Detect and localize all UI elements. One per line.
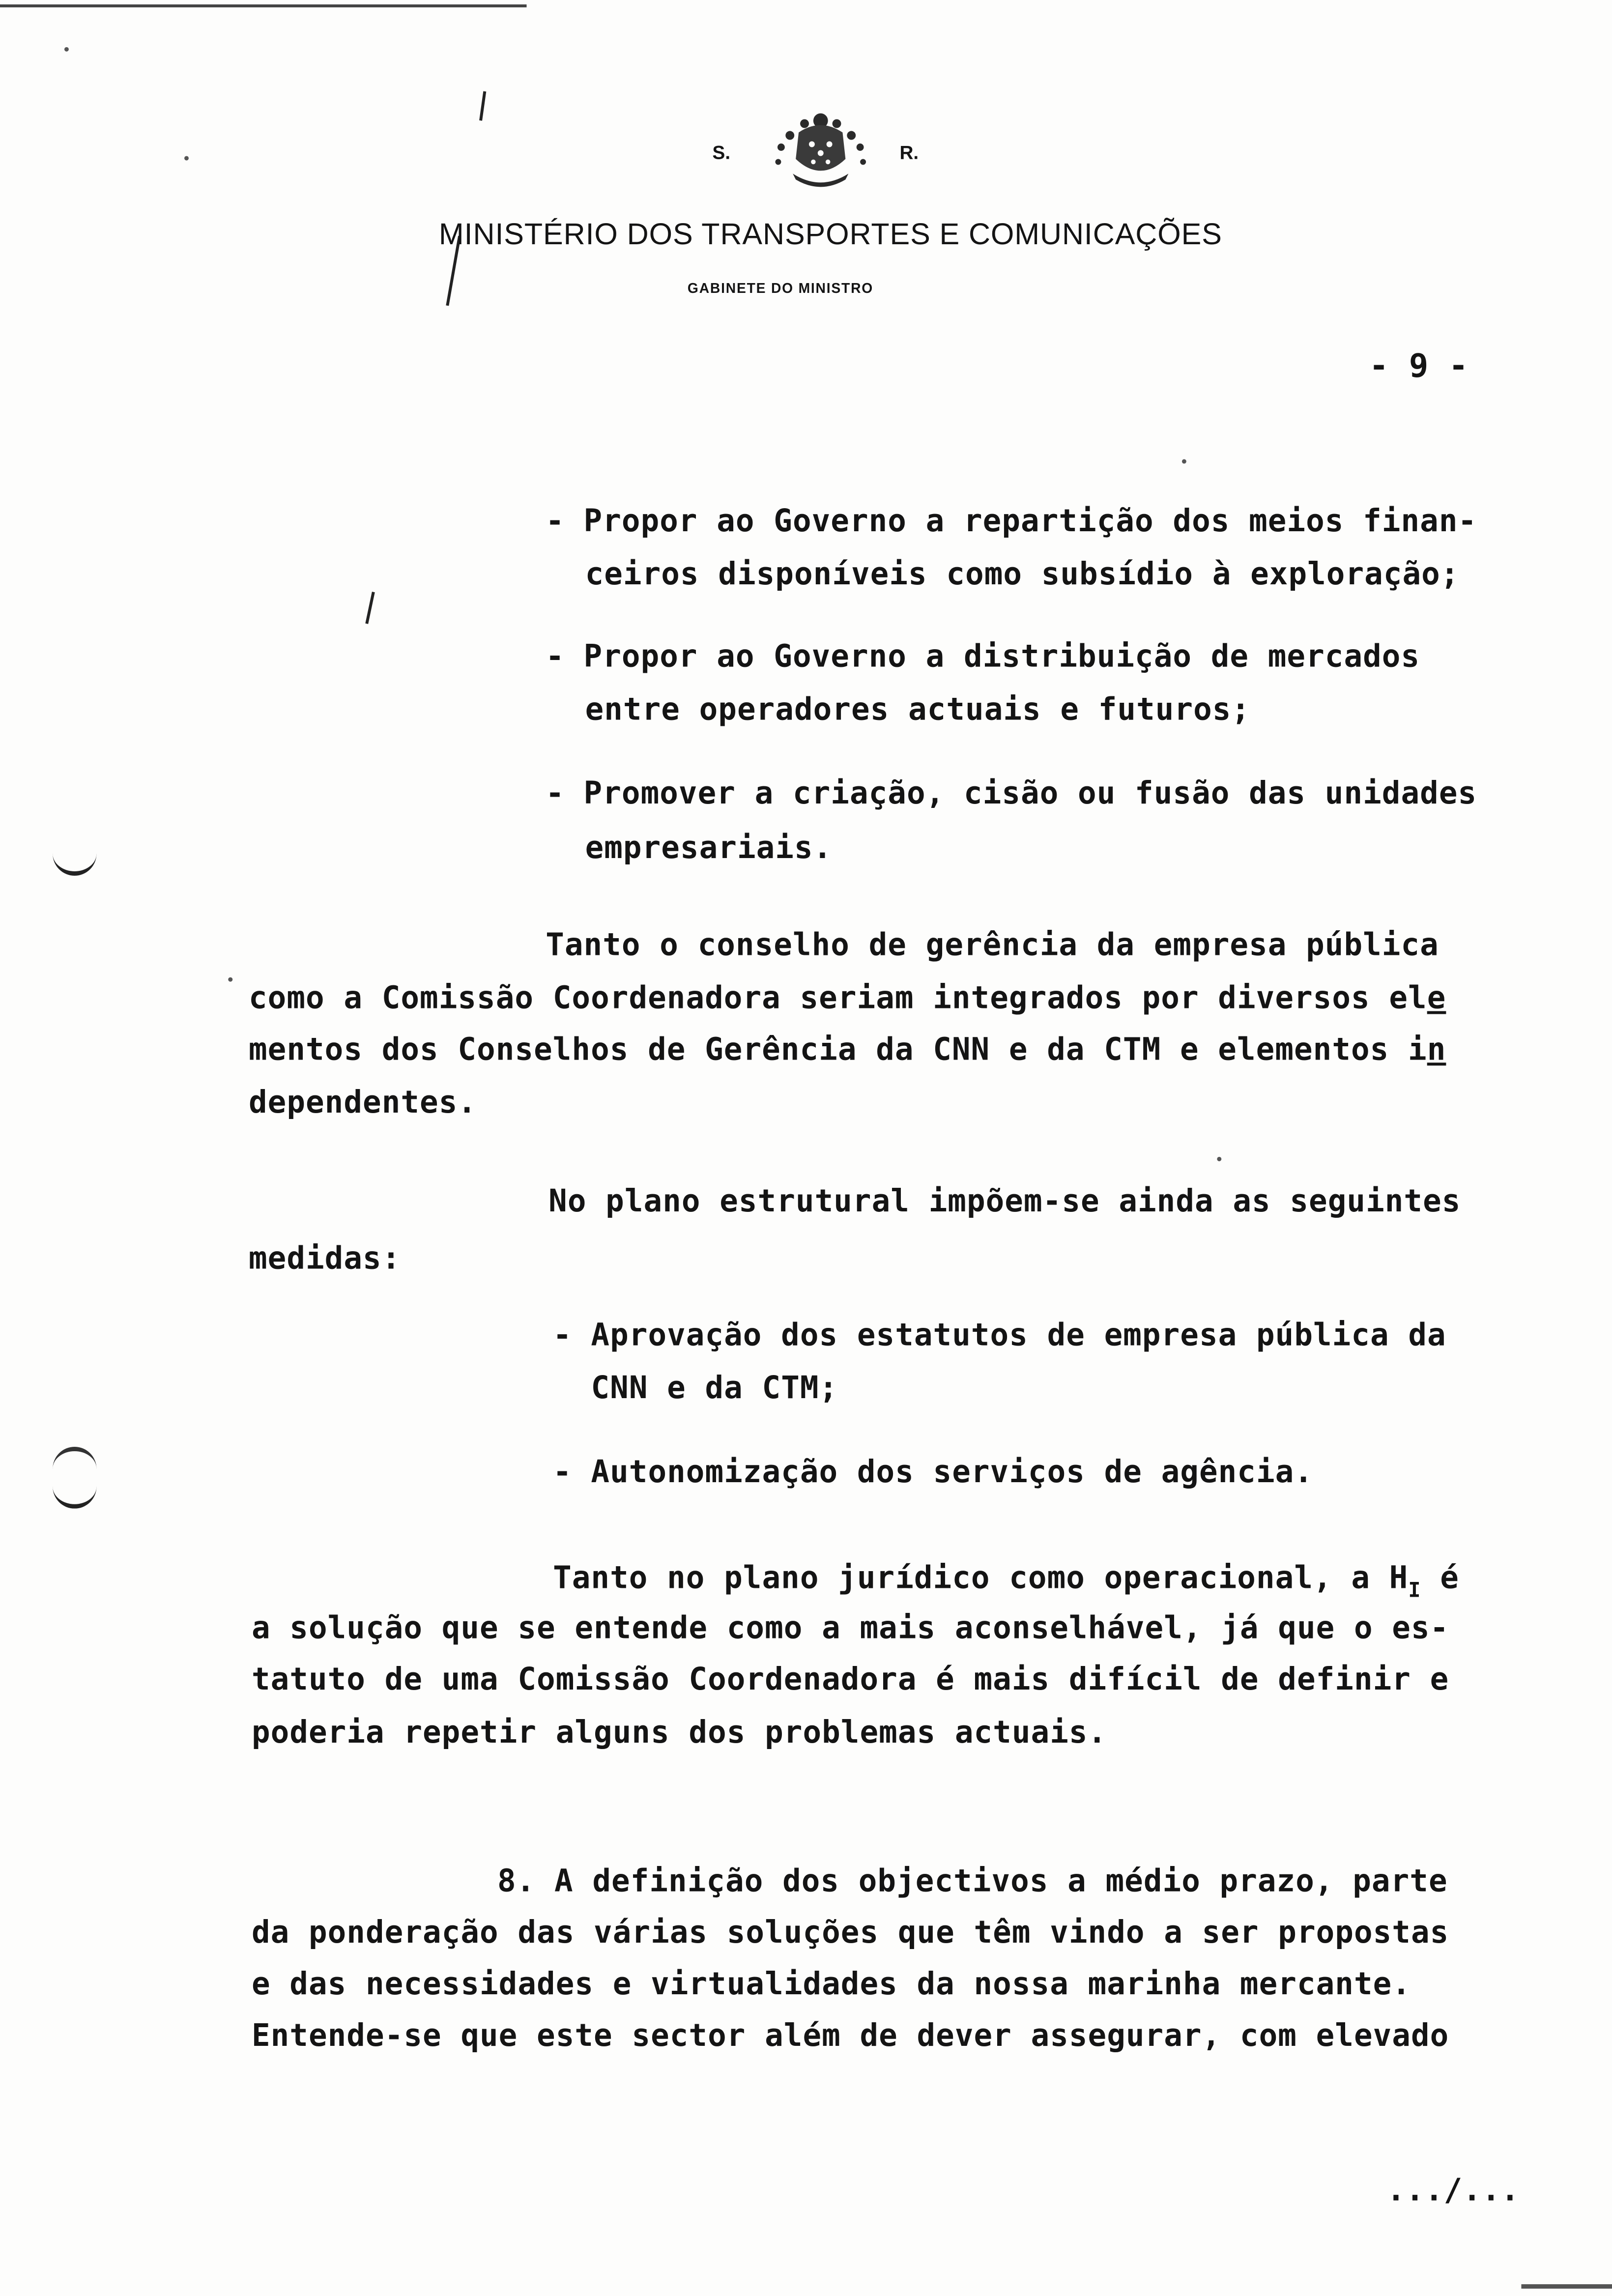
bullet-line: empresariais. xyxy=(585,830,833,865)
ministry-title: MINISTÉRIO DOS TRANSPORTES E COMUNICAÇÕES xyxy=(438,218,1222,252)
binder-hole-mark xyxy=(53,1447,96,1481)
bullet-line: - Autonomização dos serviços de agência. xyxy=(553,1454,1314,1490)
bullet-line: - Aprovação dos estatutos de empresa pública da xyxy=(553,1317,1446,1353)
bullet-line: ceiros disponíveis como subsídio à exploração; xyxy=(585,556,1460,592)
paragraph-line: No plano estrutural impõem-se ainda as seguintes xyxy=(548,1183,1461,1219)
paragraph-line: e das necessidades e virtualidades da nossa marinha mercante. xyxy=(251,1966,1411,2002)
binder-hole-mark xyxy=(53,845,96,876)
paragraph-line: 8. A definição dos objectivos a médio prazo, parte xyxy=(497,1863,1448,1899)
speck xyxy=(1217,1157,1221,1161)
speck xyxy=(184,156,189,160)
bullet-line: - Propor ao Governo a repartição dos meios finan- xyxy=(546,503,1477,539)
paragraph-line: como a Comissão Coordenadora seriam integrados por diversos ele xyxy=(248,980,1446,1016)
speck xyxy=(1182,459,1186,463)
bullet-line: - Promover a criação, cisão ou fusão das unidades xyxy=(546,775,1477,811)
paragraph-line: poderia repetir alguns dos problemas actuais. xyxy=(251,1715,1107,1750)
bullet-line: entre operadores actuais e futuros; xyxy=(585,691,1251,727)
scan-edge-line xyxy=(0,4,527,7)
paragraph-line: Tanto o conselho de gerência da empresa pública xyxy=(546,927,1439,963)
paragraph-line: medidas: xyxy=(248,1240,401,1276)
paragraph-line: da ponderação das várias soluções que têm vindo a ser propostas xyxy=(251,1915,1449,1951)
paragraph-line: dependentes. xyxy=(248,1085,477,1120)
paragraph-line: Entende-se que este sector além de dever assegurar, com elevado xyxy=(251,2017,1449,2053)
binder-hole-mark xyxy=(53,1478,96,1509)
bullet-line: - Propor ao Governo a distribuição de mercados xyxy=(546,638,1420,674)
pen-stroke xyxy=(365,592,374,624)
paragraph-line: a solução que se entende como a mais aconselhável, já que o es- xyxy=(251,1610,1449,1646)
paragraph-line: mentos dos Conselhos de Gerência da CNN e da CTM e elementos in xyxy=(248,1032,1446,1067)
speck xyxy=(228,977,232,982)
paragraph-line: Tanto no plano jurídico como operacional, a $H_I$ é xyxy=(553,1560,1459,1603)
pen-stroke xyxy=(479,91,486,121)
bullet-line: CNN e da CTM; xyxy=(591,1370,838,1406)
office-subtitle: GABINETE DO MINISTRO xyxy=(687,281,874,297)
header-right-initial: R. xyxy=(899,141,919,164)
speck xyxy=(64,47,69,52)
paragraph-line: tatuto de uma Comissão Coordenadora é mais difícil de definir e xyxy=(251,1662,1449,1697)
header-left-initial: S. xyxy=(712,141,731,164)
scan-edge-line xyxy=(1521,2284,1612,2289)
coat-of-arms-emblem xyxy=(761,103,881,195)
page-number: - 9 - xyxy=(1369,348,1469,386)
continuation-mark: .../... xyxy=(1386,2172,1520,2208)
